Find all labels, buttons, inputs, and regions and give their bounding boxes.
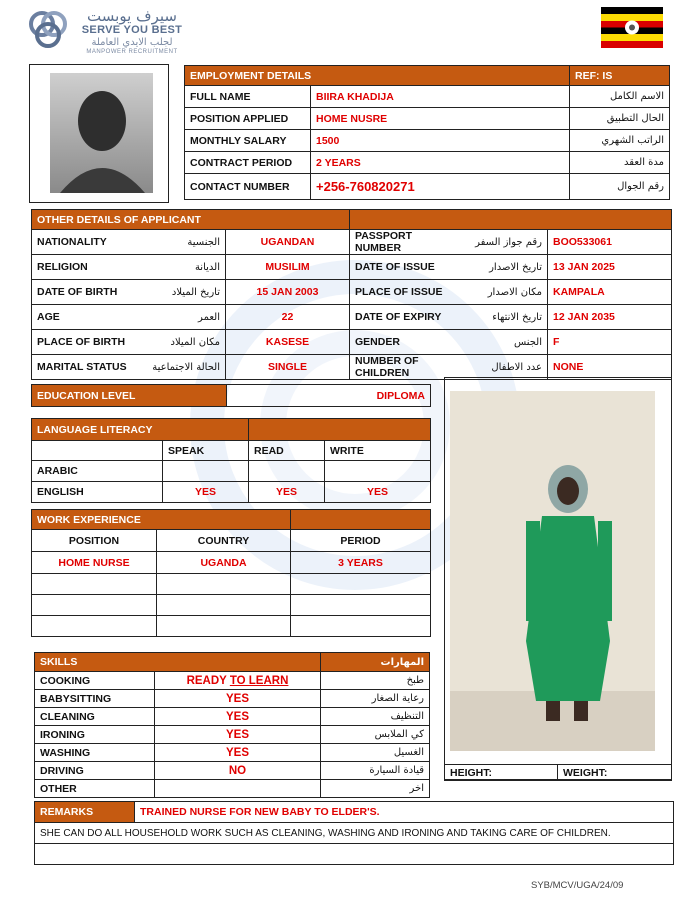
ironing-skill-value: YES [155, 726, 321, 744]
full-name-label: FULL NAME [185, 86, 311, 108]
language-corner-cell [32, 441, 163, 461]
english-write-value: YES [325, 482, 431, 503]
logo-arabic-subtitle: لجلب الايدي العاملة [91, 37, 173, 48]
position-column-header: POSITION [32, 530, 157, 552]
work-empty-cell [291, 616, 431, 637]
arabic-language-label: ARABIC [32, 461, 163, 482]
nationality-ar: الجنسية [134, 230, 226, 255]
skills-header-ar: المهارات [321, 653, 430, 672]
work-experience-header: WORK EXPERIENCE [32, 510, 291, 530]
arabic-speak-value [163, 461, 249, 482]
contact-number-label: CONTACT NUMBER [185, 174, 311, 200]
work-experience-table [31, 509, 431, 637]
work-experience-header-right [291, 510, 431, 530]
write-column-header: WRITE [325, 441, 431, 461]
contract-period-ar: مدة العقد [570, 152, 670, 174]
religion-label: RELIGION [32, 255, 134, 280]
babysitting-skill-label: BABYSITTING [35, 690, 155, 708]
period-column-header: PERIOD [291, 530, 431, 552]
monthly-salary-ar: الراتب الشهري [570, 130, 670, 152]
language-literacy-header-right [249, 419, 431, 441]
weight-label: WEIGHT: [558, 765, 672, 781]
monthly-salary-value: 1500 [311, 130, 570, 152]
work-empty-cell [157, 595, 291, 616]
passport-photo-frame [29, 64, 169, 203]
language-literacy-table [31, 418, 431, 503]
date-of-expiry-ar: تاريخ الانتهاء [460, 305, 548, 330]
work-period-value: 3 YEARS [291, 552, 431, 574]
date-of-issue-ar: تاريخ الاصدار [460, 255, 548, 280]
remarks-empty-row [35, 844, 674, 865]
date-of-expiry-label: DATE OF EXPIRY [350, 305, 460, 330]
employment-details-header: EMPLOYMENT DETAILS [185, 66, 570, 86]
language-literacy-header: LANGUAGE LITERACY [32, 419, 249, 441]
measurements-table [444, 764, 672, 781]
age-label: AGE [32, 305, 134, 330]
passport-photo [50, 73, 153, 193]
age-ar: العمر [134, 305, 226, 330]
english-speak-value: YES [163, 482, 249, 503]
uganda-flag-icon [601, 7, 663, 48]
speak-column-header: SPEAK [163, 441, 249, 461]
date-of-birth-label: DATE OF BIRTH [32, 280, 134, 305]
work-empty-cell [157, 574, 291, 595]
cooking-skill-label: COOKING [35, 672, 155, 690]
english-read-value: YES [249, 482, 325, 503]
date-of-issue-value: 13 JAN 2025 [548, 255, 672, 280]
date-of-expiry-value: 12 JAN 2035 [548, 305, 672, 330]
remarks-text: SHE CAN DO ALL HOUSEHOLD WORK SUCH AS CLEANING, WASHING AND IRONING AND TAKING CARE OF CHILDREN. [35, 823, 674, 844]
english-language-label: ENGLISH [32, 482, 163, 503]
cleaning-skill-label: CLEANING [35, 708, 155, 726]
work-position-value: HOME NURSE [32, 552, 157, 574]
company-logo-icon [26, 8, 70, 52]
height-label: HEIGHT: [445, 765, 558, 781]
logo-english-name: SERVE YOU BEST [81, 24, 183, 36]
cooking-skill-ar: طبخ [321, 672, 430, 690]
nationality-label: NATIONALITY [32, 230, 134, 255]
place-of-birth-ar: مكان الميلاد [134, 330, 226, 355]
contact-number-ar: رقم الجوال [570, 174, 670, 200]
washing-skill-value: YES [155, 744, 321, 762]
education-level-label: EDUCATION LEVEL [32, 385, 227, 407]
contact-number-value: +256-760820271 [311, 174, 570, 200]
washing-skill-ar: الغسيل [321, 744, 430, 762]
monthly-salary-label: MONTHLY SALARY [185, 130, 311, 152]
skills-header: SKILLS [35, 653, 321, 672]
number-of-children-label: NUMBER OF CHILDREN [350, 355, 460, 380]
full-name-value: BIIRA KHADIJA [311, 86, 570, 108]
babysitting-skill-ar: رعاية الصغار [321, 690, 430, 708]
age-value: 22 [226, 305, 350, 330]
document-code: SYB/MCV/UGA/24/09 [531, 880, 624, 891]
place-of-birth-value: KASESE [226, 330, 350, 355]
babysitting-skill-value: YES [155, 690, 321, 708]
remarks-table [34, 801, 674, 865]
position-applied-label: POSITION APPLIED [185, 108, 311, 130]
work-empty-cell [32, 616, 157, 637]
religion-ar: الديانة [134, 255, 226, 280]
education-table [31, 384, 431, 407]
religion-value: MUSILIM [226, 255, 350, 280]
full-body-photo [450, 391, 655, 751]
gender-label: GENDER [350, 330, 460, 355]
work-empty-cell [32, 574, 157, 595]
gender-ar: الجنس [460, 330, 548, 355]
place-of-issue-value: KAMPALA [548, 280, 672, 305]
company-logo-text [72, 8, 192, 55]
work-empty-cell [32, 595, 157, 616]
date-of-birth-ar: تاريخ الميلاد [134, 280, 226, 305]
position-applied-ar: الحال التطبيق [570, 108, 670, 130]
gender-value: F [548, 330, 672, 355]
passport-number-value: BOO533061 [548, 230, 672, 255]
ironing-skill-ar: كي الملابس [321, 726, 430, 744]
marital-status-label: MARITAL STATUS [32, 355, 134, 380]
place-of-birth-label: PLACE OF BIRTH [32, 330, 134, 355]
remarks-headline: TRAINED NURSE FOR NEW BABY TO ELDER'S. [135, 802, 674, 823]
country-column-header: COUNTRY [157, 530, 291, 552]
passport-number-label: PASSPORT NUMBER [350, 230, 460, 255]
other-details-table [31, 209, 672, 380]
date-of-issue-label: DATE OF ISSUE [350, 255, 460, 280]
full-body-photo-frame [444, 377, 672, 780]
position-applied-value: HOME NUSRE [311, 108, 570, 130]
number-of-children-value: NONE [548, 355, 672, 380]
logo-tagline: MANPOWER RECRUITMENT [86, 49, 178, 55]
work-empty-cell [291, 574, 431, 595]
place-of-issue-label: PLACE OF ISSUE [350, 280, 460, 305]
employment-details-table [184, 65, 670, 200]
place-of-issue-ar: مكان الاصدار [460, 280, 548, 305]
cleaning-skill-ar: التنظيف [321, 708, 430, 726]
arabic-write-value [325, 461, 431, 482]
number-of-children-ar: عدد الاطفال [460, 355, 548, 380]
other-skill-ar: اخر [321, 780, 430, 798]
cleaning-skill-value: YES [155, 708, 321, 726]
passport-number-ar: رقم جواز السفر [460, 230, 548, 255]
marital-status-value: SINGLE [226, 355, 350, 380]
driving-skill-label: DRIVING [35, 762, 155, 780]
skills-table [34, 652, 430, 798]
other-details-header-right [350, 210, 672, 230]
arabic-read-value [249, 461, 325, 482]
work-empty-cell [157, 616, 291, 637]
cooking-skill-value: READY TO LEARN [155, 672, 321, 690]
other-skill-value [155, 780, 321, 798]
contract-period-value: 2 YEARS [311, 152, 570, 174]
full-name-ar: الاسم الكامل [570, 86, 670, 108]
washing-skill-label: WASHING [35, 744, 155, 762]
ref-label: REF: IS [570, 66, 670, 86]
other-skill-label: OTHER [35, 780, 155, 798]
driving-skill-ar: قيادة السيارة [321, 762, 430, 780]
driving-skill-value: NO [155, 762, 321, 780]
contract-period-label: CONTRACT PERIOD [185, 152, 311, 174]
read-column-header: READ [249, 441, 325, 461]
nationality-value: UGANDAN [226, 230, 350, 255]
ironing-skill-label: IRONING [35, 726, 155, 744]
marital-status-ar: الحالة الاجتماعية [134, 355, 226, 380]
work-country-value: UGANDA [157, 552, 291, 574]
other-details-header: OTHER DETAILS OF APPLICANT [32, 210, 350, 230]
logo-arabic-name: سيرف يوبست [87, 7, 177, 25]
date-of-birth-value: 15 JAN 2003 [226, 280, 350, 305]
work-empty-cell [291, 595, 431, 616]
remarks-label: REMARKS [35, 802, 135, 823]
education-level-value: DIPLOMA [227, 385, 431, 407]
